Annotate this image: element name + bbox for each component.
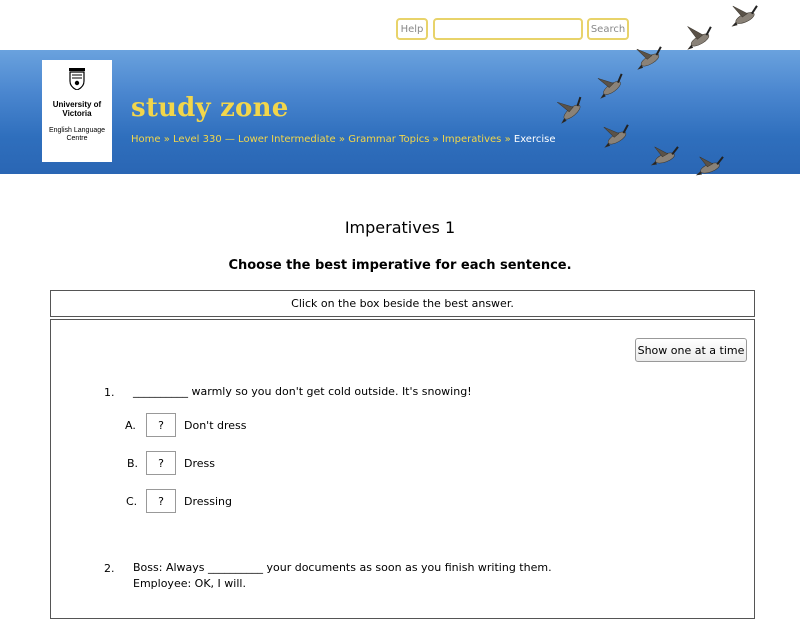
breadcrumb-home[interactable]: Home [131, 134, 161, 145]
instruction-text: Choose the best imperative for each sentence. [228, 258, 572, 273]
option-text: Don't dress [184, 419, 247, 432]
search-input[interactable] [433, 18, 583, 40]
breadcrumb-imperatives[interactable]: Imperatives [441, 134, 502, 145]
answer-box[interactable]: ? [146, 451, 176, 475]
hint-box: Click on the box beside the best answer. [50, 290, 755, 317]
university-logo[interactable] [42, 60, 112, 162]
option-letter: C. [126, 495, 138, 508]
option-letter: A. [125, 419, 136, 432]
answer-box[interactable]: ? [146, 489, 176, 513]
search-button[interactable]: Search [587, 18, 629, 40]
help-button[interactable]: Help [396, 18, 428, 40]
breadcrumb [131, 134, 556, 145]
show-one-at-a-time-button[interactable]: Show one at a time [635, 338, 747, 362]
breadcrumb-separator: » [338, 134, 346, 145]
banner [0, 50, 800, 174]
question-text: __________ warmly so you don't get cold outside. It's snowing! [133, 385, 472, 398]
answer-box[interactable]: ? [146, 413, 176, 437]
question-number: 2. [104, 562, 115, 575]
option-text: Dress [184, 457, 215, 470]
breadcrumb-current: Exercise [513, 134, 556, 145]
breadcrumb-separator: » [432, 134, 439, 145]
question-number: 1. [104, 386, 115, 399]
breadcrumb-level[interactable]: Level 330 — Lower Intermediate [173, 134, 336, 145]
page-title: Imperatives 1 [344, 218, 456, 237]
site-brand[interactable]: study zone [131, 93, 289, 123]
question-text: Employee: OK, I will. [133, 577, 246, 590]
option-letter: B. [127, 457, 139, 470]
top-bar [0, 0, 800, 50]
option-text: Dressing [184, 495, 232, 508]
question-text: Boss: Always __________ your documents as soon as you finish writing them. [133, 561, 552, 574]
crest-icon [69, 68, 85, 90]
breadcrumb-separator: » [163, 134, 170, 145]
logo-university-text: University of Victoria [52, 100, 102, 118]
logo-centre-text: English Language Centre [48, 127, 106, 142]
breadcrumb-separator: » [504, 134, 511, 145]
breadcrumb-grammar-topics[interactable]: Grammar Topics [348, 134, 430, 145]
